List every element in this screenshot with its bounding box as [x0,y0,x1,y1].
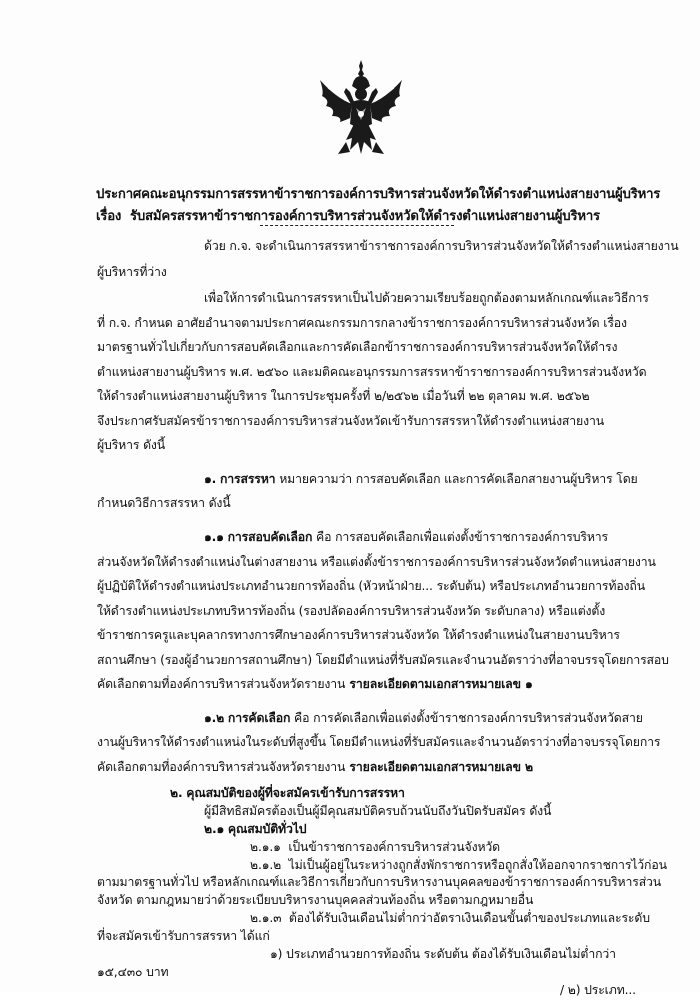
intro-line-2: ผู้บริหารที่ว่าง [97,264,167,279]
section-2-1-2-line-2: ตามมาตรฐานทั่วไป หรือหลักเกณฑ์และวิธีการเกี่ยวกับการบริหารงานบุคคลของข้าราชการองค์การบริหารส่วน [97,875,662,890]
section-2-title: คุณสมบัติของผู้ที่จะสมัครเข้ารับการสรรหา [186,786,405,801]
amount-line: ๑๕,๔๓๐ บาท [97,964,169,979]
section-1-2-number: ๑.๒ [204,710,225,725]
title-divider [260,225,454,226]
section-1-text: หมายความว่า การสอบคัดเลือก และการคัดเลือกสายงานผู้บริหาร โดย [275,471,638,486]
section-2-1-3-line-2: ที่จะสมัครเข้ารับการสรรหา ได้แก่ [97,929,270,944]
para2-line-5: ให้ดำรงตำแหน่งสายงานผู้บริหาร ในการประชุมครั้งที่ ๒/๒๕๖๒ เมื่อวันที่ ๒๒ ตุลาคม พ.ศ. ๒๕๖๒ [97,389,590,404]
section-2-1-3-text: ต้องได้รับเงินเดือนไม่ต่ำกว่าอัตราเงินเดือนขั้นต่ำของประเภทและระดับ [288,911,650,926]
para2-line-2: ที่ ก.จ. กำหนด อาศัยอำนาจตามประกาศคณะกรรมการกลางข้าราชการองค์การบริหารส่วนจังหวัด เรื่อง [97,315,627,330]
section-2-1-3 [250,908,650,928]
section-1-1-text: คือ การสอบคัดเลือกเพื่อแต่งตั้งข้าราชการองค์การบริหาร [312,530,608,545]
section-1-2-line-2: งานผู้บริหารให้ดำรงตำแหน่งในระดับที่สูงขึ้น โดยมีตำแหน่งที่รับสมัครและจำนวนอัตราว่างที่อาจบรรจุโดยการ [97,735,661,750]
section-2-1-3-number: ๒.๑.๓ [250,911,282,926]
section-1-heading [204,469,638,489]
item-1: ๑) ประเภทอำนวยการท้องถิ่น ระดับต้น ต้องได้รับเงินเดือนไม่ต่ำกว่า [270,946,616,961]
section-1-2-text: คือ การคัดเลือกเพื่อแต่งตั้งข้าราชการองค์การบริหารส่วนจังหวัดสาย [290,710,643,725]
section-1-1-line-6: สถานศึกษา (รองผู้อำนวยการสถานศึกษา) โดยมีตำแหน่งที่รับสมัครและจำนวนอัตราว่างที่อาจบรรจุโดยการสอบ [97,652,669,667]
para2-line-1: เพื่อให้การดำเนินการสรรหาเป็นไปด้วยความเรียบร้อยถูกต้องตามหลักเกณฑ์และวิธีการ [204,291,649,306]
section-2-line-2: ผู้มีสิทธิสมัครต้องเป็นผู้มีคุณสมบัติครบถ้วนนับถึงวันปิดรับสมัคร ดังนี้ [204,803,552,818]
section-1-2-line-3 [97,757,533,777]
subject-label: เรื่อง [96,209,122,224]
para2-line-7: ผู้บริหาร ดังนี้ [97,438,166,453]
announcement-title: ประกาศคณะอนุกรรมการสรรหาข้าราชการองค์การบริหารส่วนจังหวัดให้ดำรงตำแหน่งสายงานผู้บริหาร [96,187,661,202]
announcement-subject [96,205,656,226]
section-2-1-1-number: ๒.๑.๑ [250,839,281,854]
section-2-1-number: ๒.๑ [204,821,225,836]
section-2-1-2-number: ๒.๑.๒ [250,857,282,872]
section-1-1-line-5: ข้าราชการครูและบุคลากรทางการศึกษาองค์การบริหารส่วนจังหวัด ให้ดำรงตำแหน่งในสายงานบริหาร [97,628,620,643]
section-1-2-last-text: คัดเลือกตามที่องค์การบริหารส่วนจังหวัดรายงาน [97,759,346,774]
section-1-1-line-3: ผู้ปฏิบัติให้ดำรงตำแหน่งประเภทอำนวยการท้องถิ่น (หัวหน้าฝ่าย... ระดับต้น) หรือประเภทอำนวยการท้องถิ่น [97,579,645,594]
section-1-title: การสรรหา [219,471,276,486]
attachment-ref-2: รายละเอียดตามเอกสารหมายเลข ๒ [345,759,533,774]
subject-text: รับสมัครสรรหาข้าราชการองค์การบริหารส่วนจังหวัดให้ดำรงตำแหน่งสายงานผู้บริหาร [129,209,600,224]
page-continuation: / ๒) ประเภท... [560,982,636,997]
section-2-number: ๒. [170,786,183,801]
para2-line-3: มาตรฐานทั่วไปเกี่ยวกับการสอบคัดเลือกและการคัดเลือกข้าราชการองค์การบริหารส่วนจังหวัดให้ดำรง [97,340,618,355]
attachment-ref-1: รายละเอียดตามเอกสารหมายเลข ๑ [345,676,533,691]
section-1-1-line-2: ส่วนจังหวัดให้ดำรงตำแหน่งในต่างสายงาน หรือแต่งตั้งข้าราชการองค์การบริหารส่วนจังหวัดตำแหน่งสายงาน [97,554,656,569]
para2-line-6: จึงประกาศรับสมัครข้าราชการองค์การบริหารส่วนจังหวัดเข้ารับการสรรหาให้ดำรงตำแหน่งสายงาน [97,413,604,428]
section-1-number: ๑. [204,471,217,486]
section-2-1-2-text: ไม่เป็นผู้อยู่ในระหว่างถูกสั่งพักราชการหรือถูกสั่งให้ออกจากราชการไว้ก่อน [288,857,667,872]
section-2-1-title: คุณสมบัติทั่วไป [227,821,307,836]
section-1-1-title: การสอบคัดเลือก [227,530,313,545]
intro-line-1: ด้วย ก.จ. จะดำเนินการสรรหาข้าราชการองค์การบริหารส่วนจังหวัดให้ดำรงตำแหน่งสายงาน [204,238,679,253]
section-1-line-2: กำหนดวิธีการสรรหา ดังนี้ [97,496,231,511]
section-1-2-heading [204,708,643,728]
section-1-1-line-4: ให้ดำรงตำแหน่งประเภทบริหารท้องถิ่น (รองปลัดองค์การบริหารส่วนจังหวัด ระดับกลาง) หรือแต่งตั้ง [97,603,606,618]
garuda-emblem-icon [316,58,406,158]
section-1-1-number: ๑.๑ [204,530,224,545]
section-1-1-last-text: คัดเลือกตามที่องค์การบริหารส่วนจังหวัดรายงาน [97,676,346,691]
para2-line-4: ตำแหน่งสายงานผู้บริหาร พ.ศ. ๒๕๖๐ และมติคณะอนุกรรมการสรรหาข้าราชการองค์การบริหารส่วนจังหวัด [97,364,647,379]
section-1-2-title: การคัดเลือก [227,710,291,725]
section-2-1-2-line-3: จังหวัด ตามกฎหมายว่าด้วยระเบียบบริหารงานบุคคลส่วนท้องถิ่น หรือตามกฎหมายอื่น [97,893,534,908]
section-2-1-1-text: เป็นข้าราชการองค์การบริหารส่วนจังหวัด [288,839,500,854]
section-1-1-line-7 [97,674,533,694]
section-1-1-heading [204,527,608,547]
